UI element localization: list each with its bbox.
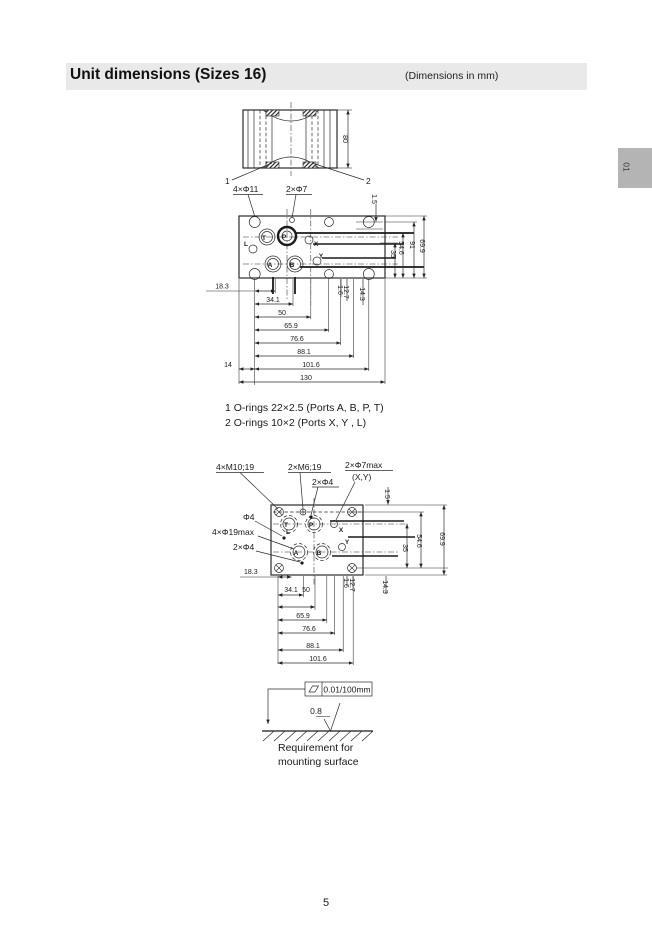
label-2xphi4-top: 2×Φ4 — [312, 477, 334, 487]
port-label-Y: Y — [318, 253, 324, 260]
dim-14-3: 14.3 — [358, 287, 365, 301]
dim-88-1: 88.1 — [297, 349, 311, 356]
label-phi4: Φ4 — [243, 512, 255, 522]
dim-35: 35 — [389, 250, 396, 258]
dim2-1-6: 1.6 — [342, 578, 349, 588]
dim-1-6: 1.6 — [336, 285, 343, 295]
bottom-face-drawing — [212, 460, 448, 665]
bolt-hole-top-left — [249, 217, 260, 228]
top-face-drawing — [206, 184, 427, 385]
surface-requirement-drawing — [262, 682, 373, 741]
oring-seal-bottom-right — [303, 162, 316, 168]
port-L2 — [282, 536, 285, 539]
port-L-hole — [249, 245, 257, 253]
label-4xM10: 4×M10;19 — [216, 462, 255, 472]
oring-note-2: 2 O-rings 10×2 (Ports X, Y , L) — [225, 417, 367, 429]
label-2xphi7max: 2×Φ7max — [345, 460, 383, 470]
page-number: 5 — [322, 897, 330, 909]
port-label-X: X — [313, 241, 319, 248]
port2-label-T: T — [284, 522, 288, 529]
oring-note-1: 1 O-rings 22×2.5 (Ports A, B, P, T) — [225, 402, 384, 414]
port2-label-Y: Y — [344, 539, 350, 546]
phi4-hole-top — [309, 515, 312, 518]
port-label-P: P — [281, 234, 287, 241]
flatness-symbol-icon — [309, 686, 319, 692]
label-2xphi7max-ports: (X,Y) — [352, 472, 372, 482]
dim-34-1: 34.1 — [266, 297, 280, 304]
dim-54-6: 54.6 — [397, 241, 404, 255]
dim-65-9: 65.9 — [284, 323, 298, 330]
label-2xphi7: 2×Φ7 — [286, 184, 308, 194]
port2-label-L: L — [286, 529, 290, 536]
dim2-54-6: 54.6 — [415, 534, 422, 548]
oring-seal-top-right — [303, 110, 316, 116]
dim-18-3: 18.3 — [215, 283, 229, 291]
dim-101-6: 101.6 — [302, 362, 320, 369]
surface-hatching — [263, 731, 373, 741]
dim-height-80: 80 — [341, 135, 348, 143]
label-2xphi4-bottom: 2×Φ4 — [233, 542, 255, 552]
label-4xphi11: 4×Φ11 — [233, 184, 259, 194]
units-note: (Dimensions in mm) — [405, 70, 499, 82]
flatness-value: 0.01/100mm — [323, 684, 371, 695]
oring-seal-top-left — [266, 110, 279, 116]
port2-label-A: A — [293, 550, 299, 557]
surface-caption-2: mounting surface — [278, 756, 359, 768]
dim2-101-6: 101.6 — [309, 656, 327, 663]
roughness-symbol-icon — [324, 703, 340, 731]
dim2-69-9: 69.9 — [438, 532, 445, 546]
dim2-88-1: 88.1 — [306, 643, 320, 650]
dim2-34-1: 34.1 — [284, 587, 298, 594]
label-2xM6: 2×M6;19 — [288, 462, 322, 472]
dim-1-5-top: 1.5 — [370, 194, 377, 204]
callout-2: 2 — [366, 176, 371, 186]
side-view-drawing — [225, 102, 371, 186]
dim-14: 14 — [224, 362, 232, 369]
dim2-76-6: 76.6 — [302, 626, 316, 633]
dim2-50: 50 — [302, 587, 310, 594]
dim2-12-7: 12.7 — [348, 578, 355, 592]
dim2-14-3: 14.3 — [381, 580, 388, 594]
port-label-A: A — [267, 262, 273, 269]
roughness-value: 0.8 — [310, 706, 322, 716]
dim-18-3-bottom: 18.3 — [244, 569, 258, 576]
dim2-65-9: 65.9 — [296, 613, 310, 620]
dim-130: 130 — [300, 375, 312, 382]
port2-label-P: P — [308, 522, 314, 529]
pilot-hole — [290, 218, 295, 223]
callout-1: 1 — [225, 176, 230, 186]
dim2-1-5: 1.5 — [383, 489, 390, 499]
port-label-B: B — [289, 262, 295, 269]
port-label-L: L — [244, 241, 248, 248]
dim-50: 50 — [278, 310, 286, 317]
port2-label-B: B — [316, 550, 322, 557]
label-4xphi19max: 4×Φ19max — [212, 527, 254, 537]
port-label-T: T — [262, 235, 266, 242]
page-title: Unit dimensions (Sizes 16) — [70, 66, 267, 83]
surface-caption-1: Requirement for — [278, 742, 354, 754]
chapter-edge-tab-label: 01 — [621, 162, 632, 172]
phi4-hole-bottom — [300, 561, 303, 564]
port2-label-X: X — [338, 527, 344, 534]
dim-69-9: 69.9 — [418, 239, 425, 253]
dim-76-6: 76.6 — [290, 336, 304, 343]
dim2-35: 35 — [401, 544, 408, 552]
dim-12-7: 12.7 — [342, 285, 349, 299]
dim-91: 91 — [408, 241, 415, 249]
